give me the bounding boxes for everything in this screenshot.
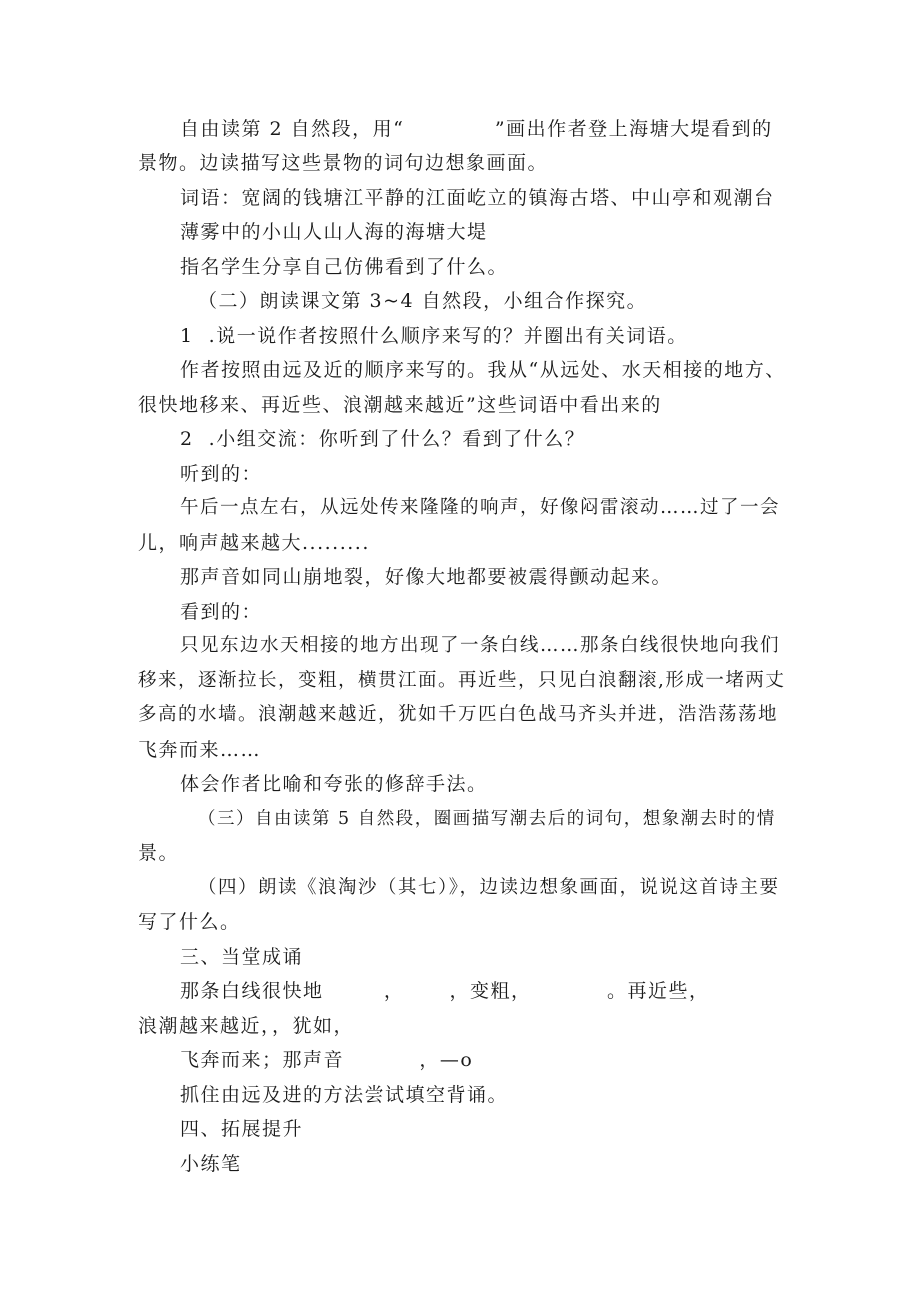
part-three-heading: 三、当堂成诵 xyxy=(180,946,304,968)
answer-line-1: 作者按照由远及近的顺序来写的。我从“从远处、水天相接的地方、 xyxy=(180,359,786,381)
seen-line-2: 移来，逐渐拉长，变粗，横贯江面。再近些，只见白浪翻滚,形成一堵两丈 xyxy=(138,670,786,691)
section-heading-2: （二）朗读课文第 3~4 自然段，小组合作探究。 xyxy=(198,290,648,312)
seen-line-3: 多高的水墙。浪潮越来越近，犹如千万匹白色战马齐头并进，浩浩荡荡地 xyxy=(138,704,779,725)
vocabulary-line-1: 词语：宽阔的钱塘江平静的江面屹立的镇海古塔、中山亭和观潮台 xyxy=(180,187,775,209)
heard-line-3: 那声音如同山崩地裂，好像大地都要被震得颤动起来。 xyxy=(180,566,673,588)
section-heading-3-line-1: （三）自由读第 5 自然段，圈画描写潮去后的词句，想象潮去时的情 xyxy=(198,809,776,829)
heard-line-1: 午后一点左右，从远处传来隆隆的响声，好像闷雷滚动……过了一会 xyxy=(180,497,781,518)
heard-line-2: 儿，响声越来越大......... xyxy=(138,532,370,554)
paragraph-line-1: 自由读第 2 自然段，用“ ”画出作者登上海塘大堤看到的 xyxy=(180,118,773,140)
paragraph-line-2: 景物。边读描写这些景物的词句边想象画面。 xyxy=(138,152,549,174)
section-heading-3-line-2: 景。 xyxy=(138,842,180,864)
section-heading-4-line-1: （四）朗读《浪淘沙（其七）》，边读边想象画面，说说这首诗主要 xyxy=(198,877,780,898)
heard-label: 听到的： xyxy=(180,463,263,485)
seen-line-1: 只见东边水天相接的地方出现了一条白线……那条白线很快地向我们 xyxy=(180,635,781,656)
seen-label: 看到的： xyxy=(180,601,263,623)
fill-blank-line-1: 那条白线很快地 ， ，变粗， 。再近些， xyxy=(180,980,710,1002)
vocabulary-line-2: 薄雾中的小山人山人海的海塘大堤 xyxy=(180,221,488,243)
answer-line-2: 很快地移来、再近些、浪潮越来越近”这些词语中看出来的 xyxy=(138,394,662,416)
fill-blank-line-2: 浪潮越来越近，，犹如， xyxy=(138,1015,355,1037)
fill-blank-line-3: 飞奔而来；那声音 ，—o xyxy=(180,1049,474,1071)
part-four-heading: 四、拓展提升 xyxy=(180,1118,304,1140)
question-2: 2 .小组交流：你听到了什么？看到了什么？ xyxy=(180,428,586,450)
paragraph-line-5: 指名学生分享自己仿佛看到了什么。 xyxy=(180,256,509,278)
rhetoric-note: 体会作者比喻和夸张的修辞手法。 xyxy=(180,773,488,795)
seen-line-4: 飞奔而来…… xyxy=(138,739,262,761)
practice-writing-label: 小练笔 xyxy=(180,1153,242,1175)
section-heading-4-line-2: 写了什么。 xyxy=(138,911,241,933)
question-1: 1 .说一说作者按照什么顺序来写的？并圈出有关词语。 xyxy=(180,325,688,347)
recite-instruction: 抓住由远及进的方法尝试填空背诵。 xyxy=(180,1084,509,1106)
